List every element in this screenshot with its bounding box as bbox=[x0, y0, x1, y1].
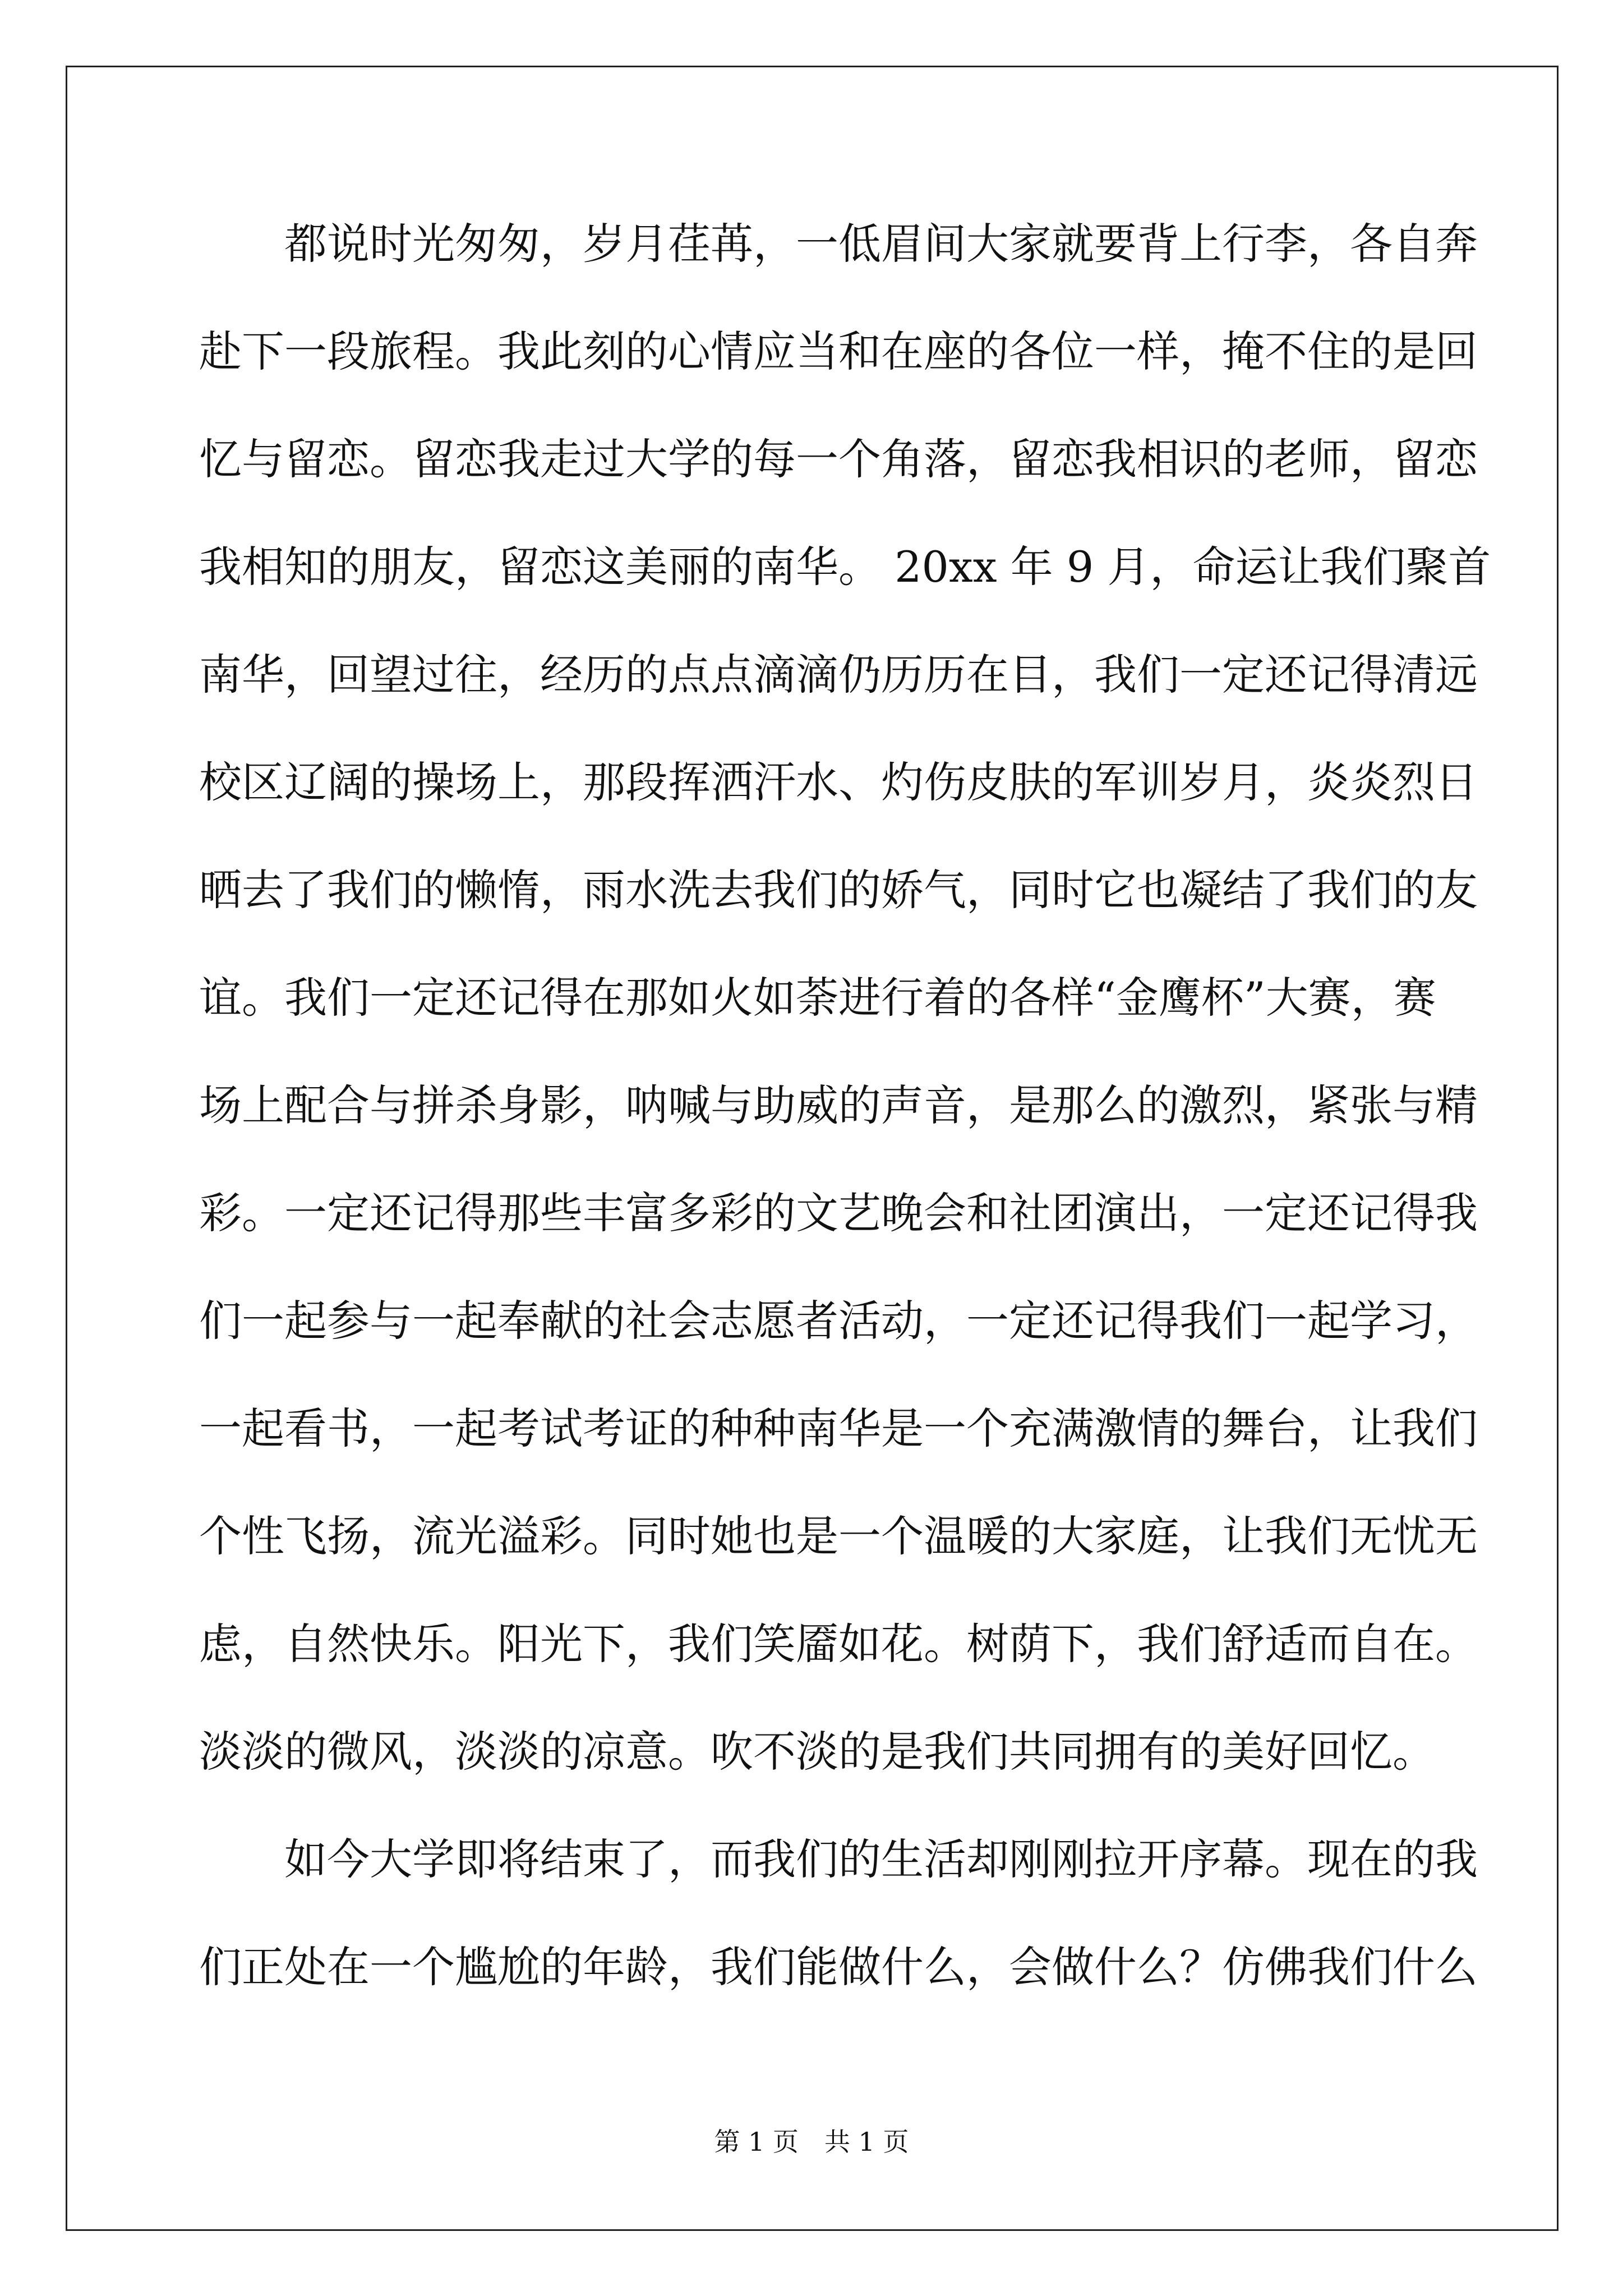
paragraph-line: 淡淡的微风，淡淡的凉意。吹不淡的是我们共同拥有的美好回忆。 bbox=[199, 1727, 1435, 1777]
paragraph-line: 谊。我们一定还记得在那如火如荼进行着的各样“金鹰杯”大赛，赛 bbox=[199, 973, 1436, 1023]
paragraph-line: 忆与留恋。留恋我走过大学的每一个角落，留恋我相识的老师，留恋 bbox=[199, 434, 1478, 484]
document-body bbox=[199, 218, 1491, 2049]
page-footer bbox=[0, 2126, 1623, 2157]
paragraph-line: 我相知的朋友，留恋这美丽的南华。 20xx 年 9 月，命运让我们聚首 bbox=[199, 542, 1491, 592]
paragraph-line: 场上配合与拼杀身影，呐喊与助威的声音，是那么的激烈，紧张与精 bbox=[199, 1080, 1478, 1130]
paragraph-line: 虑，自然快乐。阳光下，我们笑靥如花。树荫下，我们舒适而自在。 bbox=[199, 1619, 1478, 1669]
paragraph-line: 彩。一定还记得那些丰富多彩的文艺晚会和社团演出，一定还记得我 bbox=[199, 1188, 1478, 1238]
page-number: 第 1 页 bbox=[714, 2127, 799, 2157]
paragraph-line: 如今大学即将结束了，而我们的生活却刚刚拉开序幕。现在的我 bbox=[284, 1834, 1478, 1884]
paragraph-line: 都说时光匆匆，岁月荏苒，一低眉间大家就要背上行李，各自奔 bbox=[284, 219, 1478, 269]
paragraph-line: 个性飞扬，流光溢彩。同时她也是一个温暖的大家庭，让我们无忧无 bbox=[199, 1511, 1478, 1561]
paragraph-line: 晒去了我们的懒惰，雨水洗去我们的娇气，同时它也凝结了我们的友 bbox=[199, 865, 1478, 915]
paragraph-line: 一起看书，一起考试考证的种种南华是一个充满激情的舞台，让我们 bbox=[199, 1404, 1478, 1453]
paragraph-line: 们正处在一个尴尬的年龄，我们能做什么，会做什么？仿佛我们什么 bbox=[199, 1942, 1478, 1992]
paragraph-line: 们一起参与一起奉献的社会志愿者活动，一定还记得我们一起学习， bbox=[199, 1296, 1478, 1346]
page-total: 共 1 页 bbox=[824, 2127, 909, 2157]
paragraph-line: 赴下一段旅程。我此刻的心情应当和在座的各位一样，掩不住的是回 bbox=[199, 326, 1478, 376]
paragraph-line: 校区辽阔的操场上，那段挥洒汗水、灼伤皮肤的军训岁月，炎炎烈日 bbox=[199, 757, 1478, 807]
paragraph-line: 南华，回望过往，经历的点点滴滴仍历历在目，我们一定还记得清远 bbox=[199, 650, 1478, 700]
